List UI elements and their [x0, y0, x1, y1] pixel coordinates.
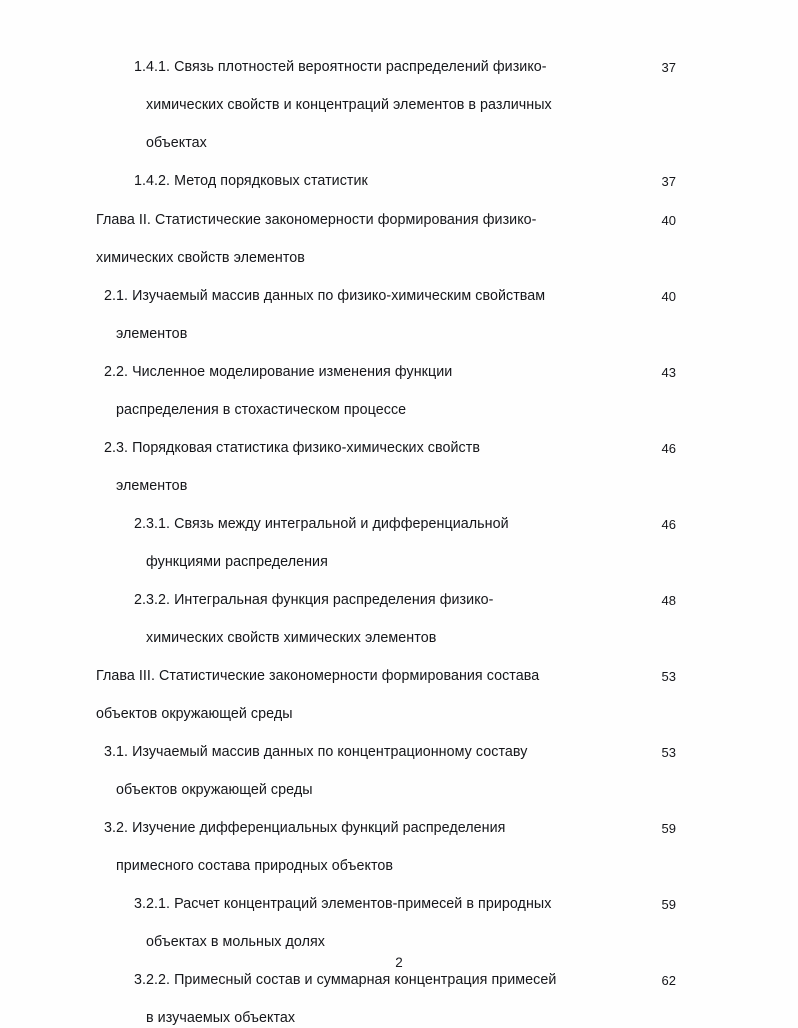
- toc-entry[interactable]: [96, 505, 676, 581]
- toc-entry[interactable]: [96, 961, 676, 1028]
- toc-entry-page: 53: [661, 669, 676, 684]
- toc-entry-title[interactable]: [134, 48, 552, 162]
- toc-entry-line: химических свойств и концентраций элементов в различных: [146, 97, 552, 113]
- table-of-contents: [96, 48, 676, 1028]
- toc-entry-title[interactable]: [104, 353, 452, 429]
- toc-entry-page: 37: [661, 60, 676, 75]
- toc-entry[interactable]: [96, 353, 676, 429]
- toc-entry[interactable]: [96, 657, 676, 733]
- toc-entry-title[interactable]: [134, 961, 556, 1028]
- toc-entry-page: 59: [661, 821, 676, 836]
- toc-entry-line: объектов окружающей среды: [96, 706, 293, 722]
- toc-entry-page: 59: [661, 897, 676, 912]
- toc-entry-line: 3.1. Изучаемый массив данных по концентрационному составу: [104, 744, 528, 760]
- toc-entry-title[interactable]: [104, 733, 527, 809]
- toc-entry-page: 40: [661, 289, 676, 304]
- toc-entry-title[interactable]: [104, 277, 545, 353]
- toc-entry-line: 1.4.1. Связь плотностей вероятности распределений физико-: [134, 59, 547, 75]
- toc-entry-line: элементов: [116, 326, 188, 342]
- toc-entry-title[interactable]: [134, 505, 509, 581]
- toc-entry-line: 3.2.1. Расчет концентраций элементов-примесей в природных: [134, 896, 552, 912]
- toc-entry-title[interactable]: [134, 885, 551, 961]
- toc-entry[interactable]: [96, 162, 676, 201]
- toc-entry-title[interactable]: [104, 429, 480, 505]
- toc-entry-line: элементов: [116, 478, 188, 494]
- toc-entry-line: функциями распределения: [146, 554, 328, 570]
- toc-entry-page: 43: [661, 365, 676, 380]
- toc-entry-page: 37: [661, 174, 676, 189]
- toc-entry-line: 2.3.2. Интегральная функция распределения физико-: [134, 592, 494, 608]
- toc-entry-page: 62: [661, 973, 676, 988]
- toc-entry-title[interactable]: [96, 657, 539, 733]
- toc-entry[interactable]: [96, 429, 676, 505]
- toc-entry-page: 40: [661, 213, 676, 228]
- toc-entry-title[interactable]: [104, 809, 505, 885]
- toc-entry-line: объектов окружающей среды: [116, 782, 313, 798]
- toc-entry[interactable]: [96, 48, 676, 162]
- toc-entry-line: примесного состава природных объектов: [116, 858, 394, 874]
- toc-entry-page: 53: [661, 745, 676, 760]
- toc-entry-line: 3.2.2. Примесный состав и суммарная концентрация примесей: [134, 972, 557, 988]
- toc-entry[interactable]: [96, 885, 676, 961]
- footer-page-number: 2: [395, 955, 403, 970]
- toc-entry-line: Глава II. Статистические закономерности формирования физико-: [96, 212, 537, 228]
- toc-entry[interactable]: [96, 733, 676, 809]
- toc-entry-line: 2.3.1. Связь между интегральной и дифференциальной: [134, 516, 509, 532]
- toc-entry-line: Глава III. Статистические закономерности формирования состава: [96, 668, 540, 684]
- toc-entry-line: 2.2. Численное моделирование изменения функции: [104, 364, 453, 380]
- toc-entry-title[interactable]: [134, 162, 368, 200]
- toc-entry-line: в изучаемых объектах: [146, 1010, 296, 1026]
- toc-entry[interactable]: [96, 277, 676, 353]
- toc-entry[interactable]: [96, 809, 676, 885]
- toc-entry-line: химических свойств химических элементов: [146, 630, 437, 646]
- toc-entry-line: распределения в стохастическом процессе: [116, 402, 407, 418]
- toc-entry[interactable]: [96, 201, 676, 277]
- toc-entry-page: 46: [661, 441, 676, 456]
- toc-entry-page: 48: [661, 593, 676, 608]
- toc-entry-line: 2.1. Изучаемый массив данных по физико-химическим свойствам: [104, 288, 546, 304]
- toc-entry-page: 46: [661, 517, 676, 532]
- toc-entry-line: 3.2. Изучение дифференциальных функций распределения: [104, 820, 506, 836]
- toc-entry-line: 2.3. Порядковая статистика физико-химических свойств: [104, 440, 480, 456]
- toc-entry-line: химических свойств элементов: [96, 250, 305, 266]
- toc-entry-title[interactable]: [96, 201, 537, 277]
- toc-entry-title[interactable]: [134, 581, 493, 657]
- toc-entry-line: 1.4.2. Метод порядковых статистик: [134, 173, 368, 189]
- toc-entry-line: объектах: [146, 135, 207, 151]
- toc-entry-line: объектах в мольных долях: [146, 934, 325, 950]
- toc-entry[interactable]: [96, 581, 676, 657]
